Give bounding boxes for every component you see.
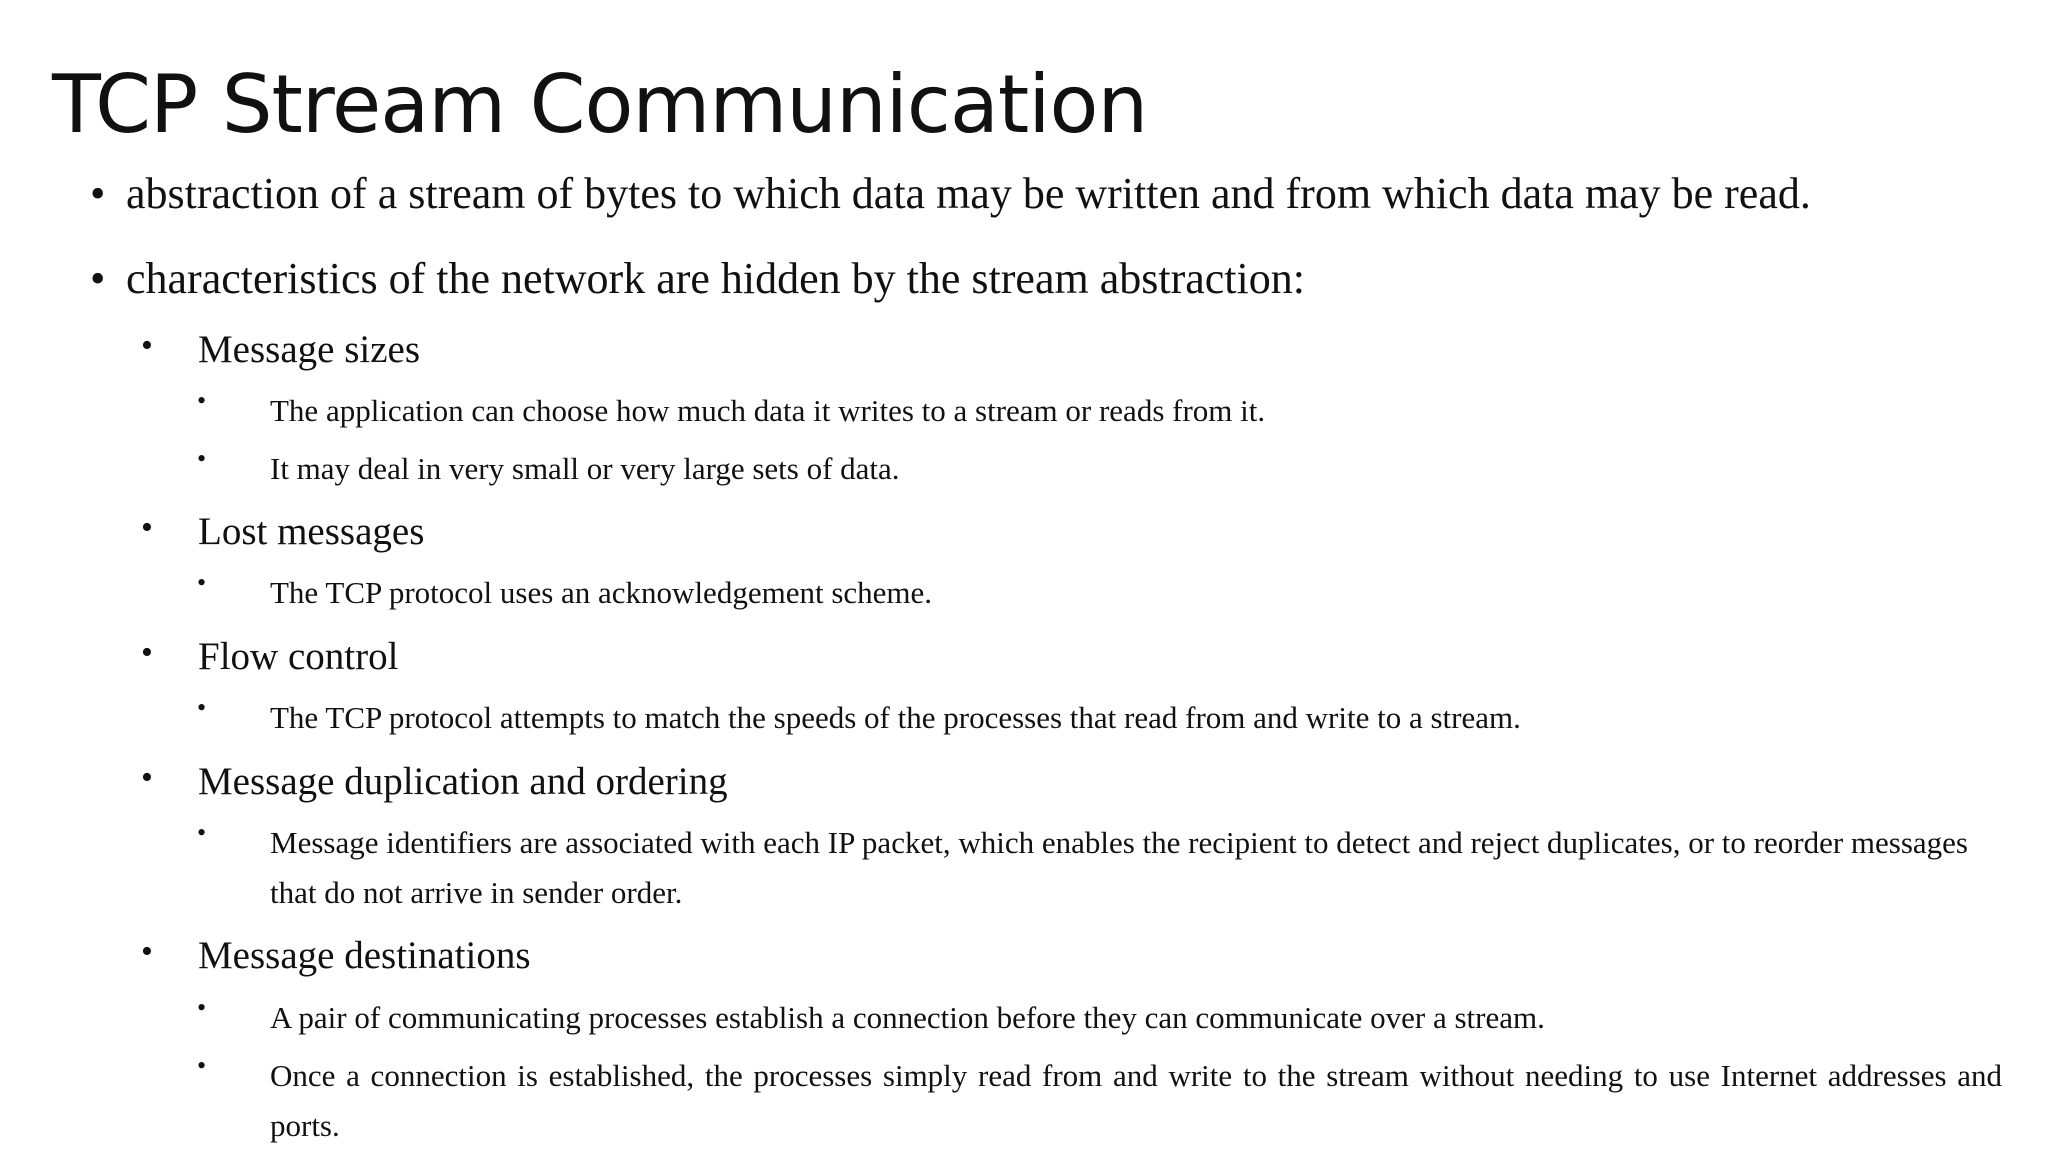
- detail-text: The application can choose how much data it writes to a stream or reads from it.: [270, 393, 1266, 428]
- bullet-icon: •: [197, 818, 207, 847]
- subheading-text: Lost messages: [198, 510, 425, 553]
- bullet-icon: •: [197, 444, 207, 473]
- bullet-icon: •: [141, 933, 153, 970]
- slide-title: TCP Stream Communication: [52, 58, 1148, 151]
- detail-text: It may deal in very small or very large sets of data.: [270, 451, 900, 486]
- bullet-icon: •: [197, 693, 207, 722]
- subheading-text: Message destinations: [198, 934, 531, 977]
- point-text: abstraction of a stream of bytes to which data may be written and from which data may be read.: [126, 169, 1811, 218]
- bullet-icon: •: [90, 254, 106, 303]
- bullet-icon: •: [197, 1051, 207, 1080]
- point-text: characteristics of the network are hidden by the stream abstraction:: [126, 254, 1305, 303]
- bullet-icon: •: [141, 327, 153, 364]
- detail-text: Message identifiers are associated with each IP packet, which enables the recipient to detect and reject duplicates, or to reorder messages that do not arrive in sender order.: [270, 825, 1968, 910]
- detail-text: The TCP protocol attempts to match the speeds of the processes that read from and write to a stream.: [270, 700, 1521, 735]
- bullet-icon: •: [197, 386, 207, 415]
- detail-text: A pair of communicating processes establish a connection before they can communicate over a stream.: [270, 1000, 1545, 1035]
- bullet-icon: •: [197, 993, 207, 1022]
- subheading-text: Flow control: [198, 635, 399, 678]
- subheading-text: Message sizes: [198, 328, 421, 371]
- detail-text: The TCP protocol uses an acknowledgement scheme.: [270, 575, 933, 610]
- bullet-icon: •: [141, 759, 153, 796]
- bullet-icon: •: [90, 169, 106, 218]
- detail-text: Once a connection is established, the processes simply read from and write to the stream without needing to use Internet addresses and ports.: [270, 1058, 2002, 1143]
- bullet-icon: •: [141, 634, 153, 671]
- bullet-icon: •: [141, 509, 153, 546]
- subheading-text: Message duplication and ordering: [198, 760, 728, 803]
- bullet-icon: •: [197, 568, 207, 597]
